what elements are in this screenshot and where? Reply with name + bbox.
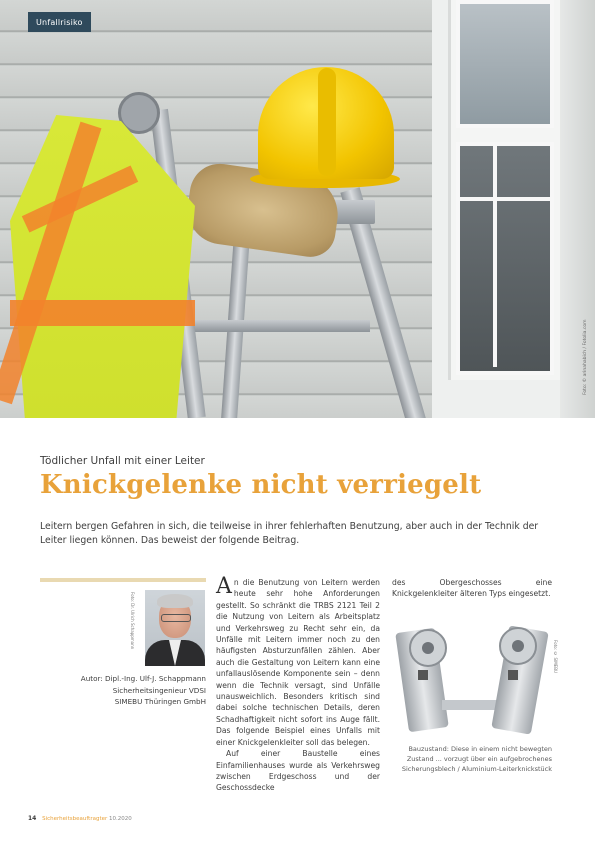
body-paragraph: des Obergeschosses eine Knickgelenkleiter älteren Typs eingesetzt. [392,578,552,599]
door-frame-right [560,0,595,418]
page-number: 14 [28,815,37,822]
magazine-name: Sicherheitsbeauftragter [42,816,108,822]
author-divider [40,578,206,582]
body-column-1 [216,574,380,794]
door-window-top [456,0,554,128]
author-name: Autor: Dipl.-Ing. Ulf-J. Schappmann [80,674,206,683]
door-window-bottom [456,142,554,375]
body-paragraph: n die Benutzung von Leitern werden heute sehr hohe Anforderungen gestellt. So schränkt die TRBS 2121 Teil 2 die Nutzung von Leitern als Arbeitsplatz und Verkehrsweg zu Recht sehr ein, da Unfälle mit Leitern immer noch zu den häufigsten Absturzunfällen zählen. Aber auch die Gestaltung von Leitern kann eine unfallauslösende Komponente sein – denn wenn die Technik versagt, sind Unfälle unausweichlich. Besonders kritisch sind dabei solche technischen Details, deren Schadhaftigkeit nicht sofort ins Auge fällt. Das folgende Beispiel eines Unfalls mit einer Knickgelenkleiter soll das belegen. [216,578,380,747]
section-tag: Unfallrisiko [28,12,91,32]
drop-cap: A [216,574,232,599]
figure-caption: Bauzustand: Diese in einem nicht bewegten Zustand ... vorzugt über ein aufgebrochenes Sicherungsblech / Aluminium-Leiterknickstück [401,745,552,773]
hero-photo-credit: Foto: © arinahabich / Fotolia.com [583,319,588,395]
body-paragraph: Auf einer Baustelle eines Einfamilienhauses wurde als Verkehrsweg zwischen Erdgeschoss und der Geschossdecke [216,749,380,793]
hard-hat-ridge [318,68,336,176]
article-lead: Leitern bergen Gefahren in sich, die teilweise in ihrer fehlerhaften Benutzung, aber auch in der Technik der Leiter liegen können. Das beweist der folgende Beitrag. [40,521,539,546]
door-mullion [493,142,497,367]
article-headline: Knickgelenke nicht verriegelt [40,470,482,500]
hero-photo [0,0,595,418]
ladder-hinge-photo [390,620,552,738]
portrait-glasses [161,614,191,622]
body-column-2 [392,577,552,600]
issue-number: 10.2020 [109,816,132,822]
ladder-hinge-illustration [390,620,552,738]
portrait-credit: Foto: Dr. Ulrich Schappmann [130,592,135,650]
author-company: SIMEBU Thüringen GmbH [114,697,206,706]
door-pane-divider [456,197,554,201]
portrait-hair [157,594,193,608]
author-title: Sicherheitsingenieur VDSI [112,685,206,695]
author-portrait [145,590,205,666]
figure-credit: Foto: © SIMEBU [553,640,558,673]
author-info [40,673,206,708]
page-footer [28,815,132,822]
article-kicker: Tödlicher Unfall mit einer Leiter [40,455,205,467]
ladder-step [170,320,370,332]
